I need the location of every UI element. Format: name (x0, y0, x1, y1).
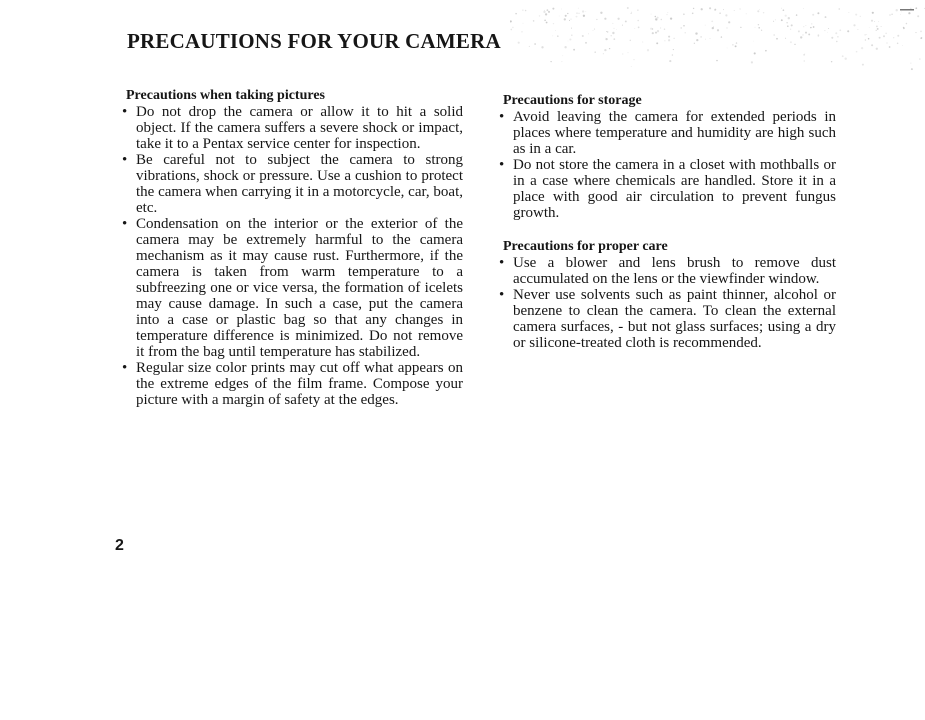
speckle-dot (860, 16, 861, 17)
speckle-dot (628, 52, 629, 53)
speckle-dot (562, 55, 563, 56)
speckle-dot (588, 34, 589, 35)
speckle-dot (582, 35, 584, 37)
speckle-dot (908, 12, 910, 14)
speckle-dot (637, 9, 638, 10)
speckle-dot (735, 45, 737, 47)
speckle-dot (788, 17, 790, 19)
speckle-dot (758, 24, 759, 25)
speckle-dot (525, 10, 527, 12)
speckle-dot (790, 41, 792, 43)
speckle-dot (900, 14, 901, 15)
speckle-dot (910, 63, 911, 64)
speckle-dot (781, 19, 783, 21)
bullet-icon: • (122, 360, 128, 376)
speckle-dot (693, 8, 694, 9)
speckle-dot (613, 38, 615, 40)
speckle-dot (897, 35, 899, 37)
speckle-dot (571, 28, 572, 29)
speckle-dot (896, 9, 898, 11)
speckle-dot (746, 13, 747, 14)
speckle-dot (798, 30, 800, 32)
speckle-dot (716, 60, 717, 61)
speckle-dot (811, 23, 812, 24)
speckle-dot (785, 15, 787, 17)
speckle-dot (732, 44, 733, 45)
page-title: PRECAUTIONS FOR YOUR CAMERA (127, 29, 501, 53)
speckle-dot (604, 18, 606, 20)
speckle-dot (865, 39, 866, 40)
speckle-dot (758, 27, 760, 29)
speckle-dot (796, 14, 797, 15)
speckle-dot (919, 58, 921, 60)
speckle-dot (773, 34, 775, 36)
speckle-dot (604, 49, 606, 51)
speckle-dot (818, 36, 819, 37)
speckle-dot (812, 14, 814, 16)
speckle-dot (727, 48, 728, 49)
speckle-dot (753, 41, 754, 42)
list-item-text: Avoid leaving the camera for extended periods in places where temperature and humidity are high such as in a car. (513, 109, 836, 157)
speckle-dot (775, 20, 776, 21)
speckle-dot (585, 42, 587, 44)
list-item-text: Do not store the camera in a closet with mothballs or in a case where chemicals are handled. Store it in a place with good air circulation to prevent fungus growth. (513, 157, 836, 221)
list-item (119, 152, 463, 216)
speckle-dot (573, 49, 575, 51)
speckle-dot (836, 41, 837, 42)
speckle-dot (611, 35, 612, 36)
speckle-dot (594, 29, 595, 30)
speckle-dot (876, 48, 878, 50)
speckle-dot (783, 9, 785, 11)
speckle-dot (781, 8, 782, 9)
speckle-dot (911, 68, 913, 70)
speckle-dot (839, 8, 840, 9)
speckle-dot (692, 13, 694, 15)
section-heading-proper-care: Precautions for proper care (503, 239, 668, 254)
speckle-dot (655, 16, 657, 18)
section-heading-storage: Precautions for storage (503, 93, 642, 108)
speckle-dot (917, 15, 919, 17)
speckle-dot (839, 29, 841, 31)
speckle-dot (559, 16, 560, 17)
speckle-dot (555, 30, 556, 31)
speckle-dot (571, 34, 573, 36)
list-item (119, 216, 463, 360)
speckle-dot (631, 13, 632, 14)
speckle-dot (817, 12, 819, 14)
list-item (496, 157, 836, 221)
speckle-dot (757, 10, 759, 12)
speckle-dot (711, 20, 713, 22)
speckle-dot (755, 27, 756, 28)
speckle-dot (790, 29, 791, 30)
speckle-dot (803, 26, 804, 27)
speckle-dot (617, 18, 619, 20)
speckle-dot (651, 14, 652, 15)
speckle-dot (673, 49, 674, 50)
speckle-dot (902, 45, 903, 46)
speckle-dot (785, 38, 786, 39)
speckle-dot (652, 28, 653, 29)
speckle-dot (868, 38, 870, 40)
speckle-dot (759, 9, 760, 10)
speckle-dot (728, 21, 730, 23)
speckle-dot (578, 13, 579, 14)
speckle-dot (818, 34, 820, 36)
speckle-dot (565, 15, 567, 17)
speckle-dot (685, 32, 686, 33)
speckle-dot (808, 33, 810, 35)
speckle-dot (518, 42, 520, 44)
speckle-dot (546, 9, 548, 11)
speckle-dot (855, 14, 857, 16)
list-item (496, 287, 836, 351)
speckle-dot (553, 23, 554, 24)
speckle-dot (631, 12, 632, 13)
speckle-dot (669, 60, 671, 62)
speckle-dot (705, 25, 706, 26)
speckle-dot (569, 38, 571, 40)
speckle-dot (877, 28, 879, 30)
speckle-dot (879, 37, 881, 39)
speckle-dot (622, 25, 623, 26)
speckle-dot (723, 9, 724, 10)
speckle-dot (606, 31, 607, 32)
speckle-dot (647, 49, 649, 51)
speckle-dot (903, 27, 905, 29)
speckle-dot (726, 27, 727, 28)
speckle-dot (862, 64, 864, 66)
speckle-dot (831, 61, 832, 62)
speckle-dot (804, 54, 805, 55)
speckle-dot (694, 43, 695, 44)
speckle-dot (564, 18, 566, 20)
speckle-dot (828, 28, 829, 29)
speckle-dot (657, 17, 659, 19)
speckle-dot (865, 34, 866, 35)
speckle-dot (637, 20, 639, 22)
list-item (119, 104, 463, 152)
speckle-dot (889, 14, 891, 16)
proper-care-list (496, 255, 836, 351)
speckle-dot (670, 17, 672, 19)
speckle-dot (719, 12, 721, 14)
speckle-dot (921, 37, 923, 39)
speckle-dot (825, 16, 827, 18)
speckle-dot (583, 15, 585, 17)
speckle-dot (806, 25, 807, 26)
speckle-dot (683, 13, 685, 15)
speckle-dot (874, 21, 875, 22)
speckle-dot (866, 34, 867, 35)
speckle-dot (666, 14, 667, 15)
speckle-dot (837, 36, 839, 38)
list-item (119, 360, 463, 408)
speckle-dot (672, 54, 674, 56)
speckle-dot (805, 32, 807, 34)
speckle-dot (831, 37, 833, 39)
list-item-text: Do not drop the camera or allow it to hit a solid object. If the camera suffers a severe shock or impact, take it to a Pentax service center for inspection. (136, 104, 463, 152)
speckle-dot (861, 47, 863, 49)
speckle-dot (523, 23, 524, 24)
speckle-dot (886, 42, 887, 43)
speckle-dot (883, 35, 885, 37)
list-item-text: Use a blower and lens brush to remove dust accumulated on the lens or the viewfinder window. (513, 255, 836, 287)
speckle-dot (800, 36, 802, 38)
storage-list (496, 109, 836, 221)
speckle-dot (695, 32, 697, 34)
speckle-dot (660, 27, 661, 28)
speckle-dot (901, 12, 902, 13)
speckle-dot (700, 36, 702, 38)
speckle-dot (709, 7, 711, 9)
speckle-dot (885, 33, 886, 34)
speckle-dot (810, 27, 811, 28)
speckle-dot (876, 30, 877, 31)
speckle-dot (612, 23, 613, 24)
right-column (496, 93, 836, 351)
speckle-dot (596, 19, 597, 20)
speckle-dot (893, 37, 894, 38)
speckle-dot (541, 46, 543, 48)
speckle-dot (847, 30, 849, 32)
speckle-dot (612, 32, 614, 34)
speckle-dot (891, 13, 893, 15)
speckle-dot (642, 41, 643, 42)
list-item (496, 255, 836, 287)
speckle-dot (515, 13, 517, 15)
speckle-dot (794, 44, 795, 45)
speckle-dot (512, 27, 513, 28)
speckle-dot (683, 25, 685, 27)
bullet-icon: • (499, 255, 505, 271)
speckle-dot (593, 30, 594, 31)
scan-noise-speckle (510, 0, 925, 90)
speckle-dot (568, 41, 569, 42)
speckle-dot (876, 26, 878, 28)
speckle-dot (655, 18, 657, 20)
speckle-dot (803, 8, 804, 9)
speckle-dot (634, 59, 635, 60)
speckle-dot (627, 7, 629, 9)
speckle-dot (616, 29, 617, 30)
speckle-dot (534, 43, 536, 45)
speckle-dot (533, 20, 535, 22)
speckle-dot (725, 14, 727, 16)
bullet-icon: • (122, 104, 128, 120)
speckle-dot (802, 34, 803, 35)
speckle-dot (539, 15, 541, 17)
speckle-dot (546, 22, 548, 24)
taking-pictures-list (119, 104, 463, 408)
speckle-dot (920, 30, 922, 32)
speckle-dot (521, 31, 523, 33)
speckle-dot (714, 9, 716, 11)
speckle-dot (605, 38, 607, 40)
scan-mark (900, 9, 914, 11)
speckle-dot (564, 46, 566, 48)
list-item-text: Be careful not to subject the camera to strong vibrations, shock or pressure. Use a cushion to protect the camera when carrying it in a motorcycle, car, boat, etc. (136, 152, 463, 216)
speckle-dot (510, 20, 512, 22)
bullet-icon: • (499, 109, 505, 125)
speckle-dot (872, 12, 874, 14)
speckle-dot (603, 53, 604, 54)
speckle-dot (625, 20, 627, 22)
speckle-dot (705, 39, 706, 40)
speckle-dot (871, 44, 873, 46)
speckle-dot (842, 55, 844, 57)
speckle-dot (582, 10, 584, 12)
speckle-dot (634, 28, 635, 29)
speckle-dot (569, 20, 570, 21)
speckle-dot (765, 50, 767, 52)
speckle-dot (607, 31, 609, 33)
list-item (496, 109, 836, 157)
speckle-dot (734, 10, 735, 11)
speckle-dot (576, 16, 578, 18)
speckle-dot (552, 8, 554, 10)
list-item-text: Regular size color prints may cut off what appears on the extreme edges of the film frame. Compose your picture with a margin of safety at the edges. (136, 360, 463, 408)
bullet-icon: • (499, 157, 505, 173)
speckle-dot (878, 21, 879, 22)
bullet-icon: • (499, 287, 505, 303)
speckle-dot (763, 12, 764, 13)
speckle-dot (656, 42, 658, 44)
speckle-dot (609, 48, 610, 49)
speckle-dot (529, 46, 530, 47)
speckle-dot (712, 27, 714, 29)
speckle-dot (613, 28, 614, 29)
speckle-dot (813, 26, 815, 28)
speckle-dot (638, 27, 640, 29)
speckle-dot (650, 28, 652, 30)
speckle-dot (906, 23, 908, 25)
speckle-dot (717, 29, 719, 31)
speckle-dot (897, 43, 899, 45)
speckle-dot (667, 12, 668, 13)
section-spacer (496, 221, 836, 239)
speckle-dot (594, 51, 596, 53)
speckle-dot (787, 25, 789, 27)
speckle-dot (630, 40, 631, 41)
speckle-dot (889, 46, 891, 48)
speckle-dot (915, 7, 917, 9)
speckle-dot (522, 10, 523, 11)
speckle-dot (570, 19, 571, 20)
speckle-dot (857, 29, 858, 30)
speckle-dot (754, 52, 756, 54)
bullet-icon: • (122, 216, 128, 232)
speckle-dot (853, 24, 855, 26)
speckle-dot (910, 8, 912, 10)
bullet-icon: • (122, 152, 128, 168)
speckle-dot (578, 8, 579, 9)
list-item-text: Condensation on the interior or the exterior of the camera may be extremely harmful to the camera mechanism as it may cause rust. Furthermore, if the camera is taken from warm temperature to a subfreezing one or vice versa, the formation of icelets may cause damage. In such a case, put the camera into a case or plastic bag so that any changes in temperature difference is minimized. Do not remove it from the bag until temperature has stabilized. (136, 216, 463, 360)
speckle-dot (710, 38, 711, 39)
speckle-dot (631, 66, 632, 67)
speckle-dot (605, 38, 606, 39)
speckle-dot (550, 61, 551, 62)
speckle-dot (664, 40, 665, 41)
speckle-dot (545, 13, 547, 15)
speckle-dot (740, 27, 741, 28)
speckle-dot (845, 58, 847, 60)
speckle-dot (661, 19, 662, 20)
speckle-dot (600, 12, 602, 14)
speckle-dot (561, 61, 562, 62)
speckle-dot (585, 11, 586, 12)
speckle-dot (856, 51, 858, 53)
speckle-dot (576, 13, 577, 14)
speckle-dot (680, 27, 681, 28)
speckle-dot (773, 21, 774, 22)
speckle-dot (657, 30, 659, 32)
speckle-dot (696, 39, 698, 41)
speckle-dot (791, 24, 793, 26)
speckle-dot (622, 54, 623, 55)
speckle-dot (543, 11, 545, 13)
speckle-dot (552, 36, 553, 37)
speckle-dot (655, 32, 657, 34)
section-heading-taking-pictures: Precautions when taking pictures (126, 88, 325, 103)
speckle-dot (761, 30, 762, 31)
speckle-dot (881, 26, 882, 27)
speckle-dot (751, 61, 753, 63)
page-number: 2 (115, 537, 124, 554)
speckle-dot (835, 32, 837, 34)
speckle-dot (776, 38, 778, 40)
speckle-dot (804, 60, 805, 61)
speckle-dot (561, 9, 562, 10)
speckle-dot (548, 11, 550, 13)
speckle-dot (652, 32, 654, 34)
speckle-dot (739, 8, 740, 9)
speckle-dot (668, 36, 670, 38)
left-column (119, 88, 463, 408)
speckle-dot (664, 29, 665, 30)
speckle-dot (701, 8, 703, 10)
speckle-dot (871, 20, 873, 22)
speckle-dot (668, 39, 670, 41)
speckle-dot (824, 30, 825, 31)
speckle-dot (827, 32, 828, 33)
speckle-dot (510, 29, 512, 31)
speckle-dot (673, 38, 674, 39)
speckle-dot (544, 19, 546, 21)
speckle-dot (915, 32, 916, 33)
speckle-dot (869, 27, 870, 28)
speckle-dot (567, 13, 568, 14)
speckle-dot (736, 42, 737, 43)
speckle-dot (721, 36, 722, 37)
speckle-dot (849, 12, 850, 13)
speckle-dot (557, 35, 559, 37)
speckle-dot (786, 22, 787, 23)
list-item-text: Never use solvents such as paint thinner, alcohol or benzene to clean the camera. To clean the external camera surfaces, - but not glass surfaces; using a dry or silicone-treated cloth is recommended. (513, 287, 836, 351)
